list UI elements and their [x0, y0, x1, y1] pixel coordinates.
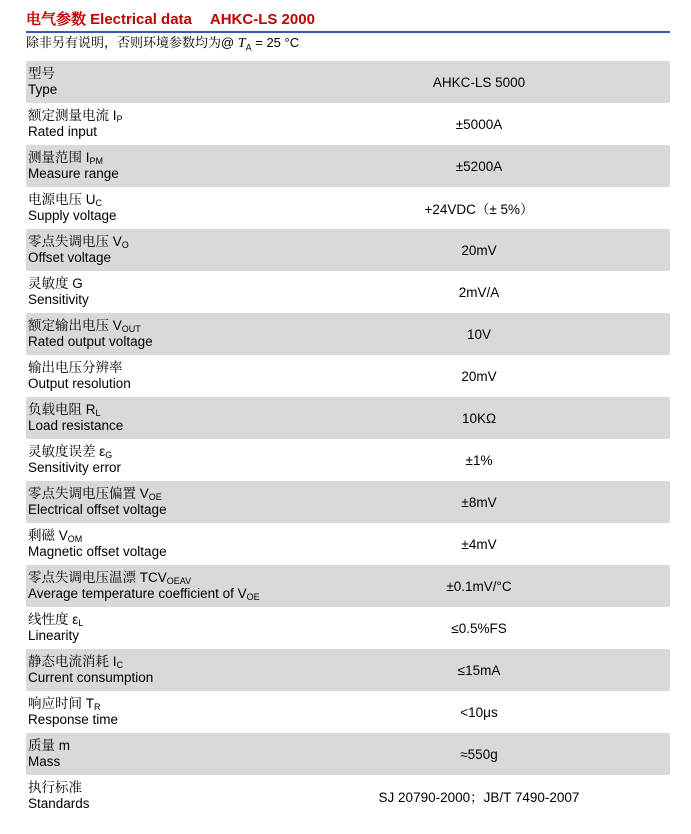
parameter-name-cn-text: 零点失调电压温漂 TCV: [28, 570, 167, 585]
parameter-value: ±4mV: [461, 536, 497, 552]
parameter-symbol-subscript: O: [121, 240, 129, 250]
parameter-value-cell: [288, 103, 670, 145]
parameter-value-cell: [288, 481, 670, 523]
parameter-name-en-text: Supply voltage: [28, 208, 117, 223]
parameter-symbol-subscript: PM: [89, 156, 104, 166]
parameter-name-en-text: Sensitivity error: [28, 460, 122, 475]
parameter-name-en: [28, 502, 288, 518]
table-row: [26, 775, 670, 817]
parameter-name-en-text: Measure range: [28, 166, 119, 181]
subtitle-sub: A: [245, 42, 252, 53]
table-row: [26, 103, 670, 145]
parameter-label: [26, 439, 288, 481]
table-row: [26, 145, 670, 187]
parameter-name-cn-text: 额定输出电压 V: [28, 318, 122, 333]
parameter-name-cn: [28, 150, 288, 166]
parameter-name-en-text: Output resolution: [28, 376, 131, 391]
parameter-value: ±5000A: [455, 116, 503, 132]
parameter-name-cn-text: 额定测量电流 I: [28, 108, 117, 123]
parameter-symbol-subscript: OM: [67, 534, 83, 544]
parameter-value-cell: [288, 229, 670, 271]
parameter-symbol-subscript: L: [95, 408, 101, 418]
table-row: [26, 397, 670, 439]
parameter-name-en: [28, 712, 288, 728]
parameter-name-en: [28, 166, 288, 182]
parameter-name-cn: [28, 612, 288, 628]
parameter-value: ±5200A: [455, 158, 503, 174]
header: [26, 10, 670, 57]
parameter-name-cn: [28, 528, 288, 544]
table-row: [26, 271, 670, 313]
table-row: [26, 649, 670, 691]
parameter-name-en: [28, 460, 288, 476]
parameter-label: [26, 103, 288, 145]
parameter-name-en: [28, 208, 288, 224]
parameter-name-en: [28, 292, 288, 308]
parameter-name-cn-text: 剩磁 V: [28, 528, 68, 543]
parameter-name-cn-text: 灵敏度误差 ε: [28, 444, 106, 459]
parameter-name-en: [28, 376, 288, 392]
table-row: [26, 61, 670, 103]
page-subtitle: [26, 34, 670, 57]
table-row: [26, 607, 670, 649]
table-row: [26, 439, 670, 481]
parameter-name-cn-text: 型号: [28, 66, 55, 81]
parameter-name-en-text: Linearity: [28, 628, 80, 643]
parameter-value: 10KΩ: [461, 410, 497, 426]
parameter-label: [26, 187, 288, 229]
table-row: [26, 229, 670, 271]
parameter-symbol-subscript: OE: [148, 492, 162, 502]
parameter-value-cell: [288, 649, 670, 691]
table-row: [26, 565, 670, 607]
parameter-name-en: [28, 670, 288, 686]
parameter-value-cell: [288, 61, 670, 103]
parameter-value: 10V: [466, 326, 492, 342]
parameter-value-cell: [288, 607, 670, 649]
parameter-name-cn: [28, 360, 288, 376]
parameter-symbol-subscript: C: [116, 660, 124, 670]
parameter-name-cn-text: 响应时间 T: [28, 696, 94, 711]
parameter-symbol-subscript: OEAV: [166, 576, 192, 586]
parameter-label: [26, 733, 288, 775]
parameter-name-cn-text: 电源电压 U: [28, 192, 96, 207]
subtitle-var: T: [237, 36, 246, 51]
parameter-name-cn: [28, 654, 288, 670]
parameter-name-en: [28, 754, 288, 770]
subtitle-prefix: 除非另有说明，否则环境参数均为@: [26, 35, 235, 50]
table-row: [26, 187, 670, 229]
parameter-name-en: [28, 544, 288, 560]
parameter-label: [26, 523, 288, 565]
parameter-name-cn: [28, 486, 288, 502]
parameter-value: ±8mV: [461, 494, 497, 510]
parameter-value: AHKC-LS 5000: [432, 74, 526, 90]
parameter-name-cn-text: 输出电压分辨率: [28, 360, 123, 375]
parameter-label: [26, 61, 288, 103]
parameter-label: [26, 649, 288, 691]
parameter-name-cn-text: 静态电流消耗 I: [28, 654, 117, 669]
parameter-value-cell: [288, 145, 670, 187]
parameter-value-cell: [288, 775, 670, 817]
parameter-label: [26, 775, 288, 817]
table-row: [26, 733, 670, 775]
parameter-name-en: [28, 124, 288, 140]
parameter-name-cn: [28, 570, 288, 586]
parameter-name-en: [28, 334, 288, 350]
parameter-value-cell: [288, 271, 670, 313]
parameter-symbol-subscript: C: [95, 198, 102, 208]
parameter-label: [26, 313, 288, 355]
parameter-name-cn-text: 执行标准: [28, 780, 82, 795]
parameter-value-cell: [288, 355, 670, 397]
subtitle-suffix: = 25 °C: [251, 35, 300, 50]
table-row: [26, 355, 670, 397]
parameter-en-subscript: OE: [246, 592, 260, 602]
table-row: [26, 313, 670, 355]
parameter-name-cn-text: 质量 m: [28, 738, 70, 753]
parameter-value: ±0.1mV/°C: [446, 578, 512, 594]
parameter-name-cn-text: 零点失调电压 V: [28, 234, 122, 249]
parameter-name-en-text: Rated input: [28, 124, 98, 139]
parameter-name-en-text: Magnetic offset voltage: [28, 544, 167, 559]
parameter-value-cell: [288, 313, 670, 355]
title-model: AHKC-LS 2000: [209, 11, 315, 28]
parameter-name-en-text: Electrical offset voltage: [28, 502, 167, 517]
parameter-name-en-text: Offset voltage: [28, 250, 112, 265]
parameter-label: [26, 145, 288, 187]
parameter-name-en-text: Response time: [28, 712, 119, 727]
parameter-label: [26, 355, 288, 397]
parameter-name-cn-text: 负载电阻 R: [28, 402, 96, 417]
parameter-name-cn-text: 零点失调电压偏置 V: [28, 486, 149, 501]
parameter-name-en-text: Average temperature coefficient of V: [28, 586, 247, 601]
parameter-name-en: [28, 250, 288, 266]
parameter-name-en-text: Rated output voltage: [28, 334, 153, 349]
parameter-value: +24VDC（± 5%）: [424, 202, 534, 217]
parameter-value-cell: [288, 565, 670, 607]
parameter-name-en: [28, 796, 288, 812]
parameter-name-en-text: Load resistance: [28, 418, 124, 433]
parameter-value: SJ 20790-2000；JB/T 7490-2007: [378, 790, 580, 805]
spec-table: [26, 61, 670, 817]
parameter-name-en-text: Sensitivity: [28, 292, 89, 307]
parameter-name-cn-text: 线性度 ε: [28, 612, 79, 627]
page-title: [26, 10, 670, 33]
parameter-name-cn: [28, 318, 288, 334]
parameter-name-cn-text: 测量范围 I: [28, 150, 90, 165]
parameter-symbol-subscript: P: [116, 114, 123, 124]
parameter-value: ≤15mA: [457, 662, 501, 678]
parameter-label: [26, 691, 288, 733]
parameter-name-en: [28, 586, 288, 602]
parameter-name-cn: [28, 780, 288, 796]
parameter-value-cell: [288, 187, 670, 229]
parameter-name-cn: [28, 276, 288, 292]
parameter-name-cn: [28, 444, 288, 460]
parameter-name-cn-text: 灵敏度 G: [28, 276, 83, 291]
parameter-value: ±1%: [465, 452, 493, 468]
parameter-label: [26, 565, 288, 607]
parameter-label: [26, 271, 288, 313]
parameter-name-cn: [28, 192, 288, 208]
parameter-label: [26, 229, 288, 271]
parameter-label: [26, 397, 288, 439]
parameter-value-cell: [288, 733, 670, 775]
table-row: [26, 691, 670, 733]
parameter-value: 2mV/A: [458, 284, 500, 300]
parameter-value: 20mV: [461, 242, 497, 258]
parameter-name-en-text: Type: [28, 82, 58, 97]
parameter-symbol-subscript: G: [105, 450, 113, 460]
parameter-name-cn: [28, 66, 288, 82]
parameter-value: <10μs: [460, 704, 498, 720]
parameter-symbol-subscript: OUT: [121, 324, 141, 334]
parameter-name-cn: [28, 738, 288, 754]
parameter-symbol-subscript: R: [94, 702, 101, 712]
parameter-name-en-text: Mass: [28, 754, 61, 769]
parameter-name-cn: [28, 108, 288, 124]
parameter-name-en-text: Current consumption: [28, 670, 154, 685]
parameter-value: ≤0.5%FS: [451, 620, 507, 636]
parameter-name-cn: [28, 696, 288, 712]
parameter-name-en: [28, 418, 288, 434]
parameter-label: [26, 607, 288, 649]
table-row: [26, 523, 670, 565]
spec-table-body: [26, 61, 670, 817]
parameter-name-en: [28, 82, 288, 98]
parameter-value-cell: [288, 691, 670, 733]
parameter-value-cell: [288, 397, 670, 439]
parameter-label: [26, 481, 288, 523]
parameter-name-en-text: Standards: [28, 796, 90, 811]
parameter-name-en: [28, 628, 288, 644]
parameter-name-cn: [28, 234, 288, 250]
parameter-name-cn: [28, 402, 288, 418]
parameter-value: ≈550g: [460, 746, 498, 762]
parameter-value-cell: [288, 439, 670, 481]
title-text: 电气参数 Electrical data: [26, 11, 192, 28]
parameter-value-cell: [288, 523, 670, 565]
table-row: [26, 481, 670, 523]
parameter-symbol-subscript: L: [78, 618, 84, 628]
parameter-value: 20mV: [461, 368, 497, 384]
